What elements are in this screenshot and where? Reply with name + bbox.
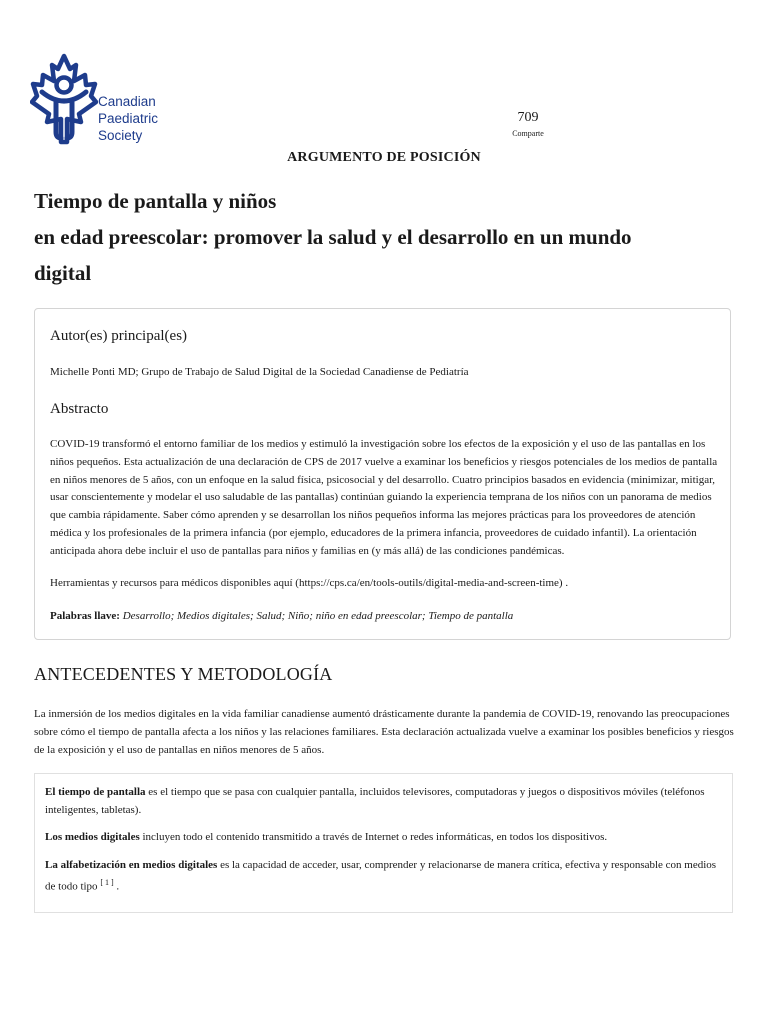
keywords-list: Desarrollo; Medios digitales; Salud; Niño; niño en edad preescolar; Tiempo de pantalla xyxy=(122,610,514,622)
definition-media-literacy xyxy=(45,856,725,896)
definition-digital-media xyxy=(45,828,725,846)
definition-term: La alfabetización en medios digitales xyxy=(45,859,218,871)
definition-term: El tiempo de pantalla xyxy=(45,786,146,798)
definition-screen-time xyxy=(45,783,725,819)
title-line: en edad preescolar: promover la salud y el desarrollo en un mundo xyxy=(34,225,632,249)
summary-box xyxy=(34,308,731,640)
section-heading: ANTECEDENTES Y METODOLOGÍA xyxy=(34,664,333,684)
intro-paragraph: La inmersión de los medios digitales en la vida familiar canadiense aumentó drásticamente durante la pandemia de COVID-19, renovando las preocupaciones sobre cómo el tiempo de pantalla afecta a los niños y las relaciones familiares. Esta declaración actualizada vuelve a examinar los posibles beneficios y riesgos de la exposición y el uso de pantallas en niños menores de 5 años. xyxy=(34,708,734,756)
definition-text: incluyen todo el contenido transmitido a través de Internet o redes informáticas, en todos los dispositivos. xyxy=(139,831,608,843)
definition-text: es el tiempo que se pasa con cualquier pantalla, incluidos televisores, computadoras y juegos o dispositivos móviles (teléfonos inteligentes, tabletas). xyxy=(45,786,705,816)
definition-tail: . xyxy=(113,880,120,893)
article-title xyxy=(34,183,734,291)
article-type-label: ARGUMENTO DE POSICIÓN xyxy=(287,150,481,165)
citation-link[interactable]: [ 1 ] xyxy=(100,878,114,887)
cps-logo[interactable] xyxy=(30,52,180,147)
authors-heading: Autor(es) principal(es) xyxy=(50,328,188,344)
share-widget[interactable] xyxy=(505,108,551,139)
abstract-text: COVID-19 transformó el entorno familiar de los medios y estimuló la investigación sobre los efectos de la exposición y el uso de las pantallas en los niños pequeños. Esta actualización de una declaración de CPS de 2017 vuelve a examinar los beneficios y riesgos potenciales de los medios de pantalla en niños menores de 5 años, con un enfoque en la salud física, psicosocial y del desarrollo. Cuatro principios basados en evidencia (minimizar, mitigar, usar conscientemente y modelar el uso saludable de las pantallas) continúan guiando la experiencia temprana de los niños con un panorama de medios que cambia rápidamente. Saber cómo aprenden y se desarrollan los niños pequeños informa las mejores prácticas para los proveedores de atención médica y los profesionales de la primera infancia (por ejemplo, educadores de la primera infancia, proveedores de cuidado infantil). La orientación anticipada ahora debe incluir el uso de pantallas para niños y familias en (y más allá) de las condiciones pandémicas. xyxy=(50,438,718,557)
logo-line: Canadian xyxy=(98,94,156,109)
definition-term: Los medios digitales xyxy=(45,831,140,843)
logo-line: Society xyxy=(98,128,143,143)
authors-text: Michelle Ponti MD; Grupo de Trabajo de Salud Digital de la Sociedad Canadiense de Pediatría xyxy=(50,366,469,378)
abstract-heading: Abstracto xyxy=(50,401,109,417)
maple-leaf-child-icon xyxy=(30,52,98,146)
logo-wordmark xyxy=(98,93,158,144)
share-count: 709 xyxy=(517,110,539,125)
share-label[interactable]: Comparte xyxy=(512,129,544,138)
title-line: digital xyxy=(34,261,92,285)
definition-text: es la capacidad de acceder, usar, comprender y relacionarse de manera crítica, efectiva y responsable con medios de todo tipo xyxy=(45,859,717,893)
definitions-box xyxy=(34,773,733,913)
keywords-label: Palabras llave: xyxy=(50,610,120,622)
logo-line: Paediatric xyxy=(98,111,159,126)
title-line: Tiempo de pantalla y niños xyxy=(34,189,277,213)
tools-text[interactable]: Herramientas y recursos para médicos disponibles aquí (https://cps.ca/en/tools-outils/digital-media-and-screen-time) . xyxy=(50,577,569,589)
keywords-line xyxy=(50,608,722,626)
